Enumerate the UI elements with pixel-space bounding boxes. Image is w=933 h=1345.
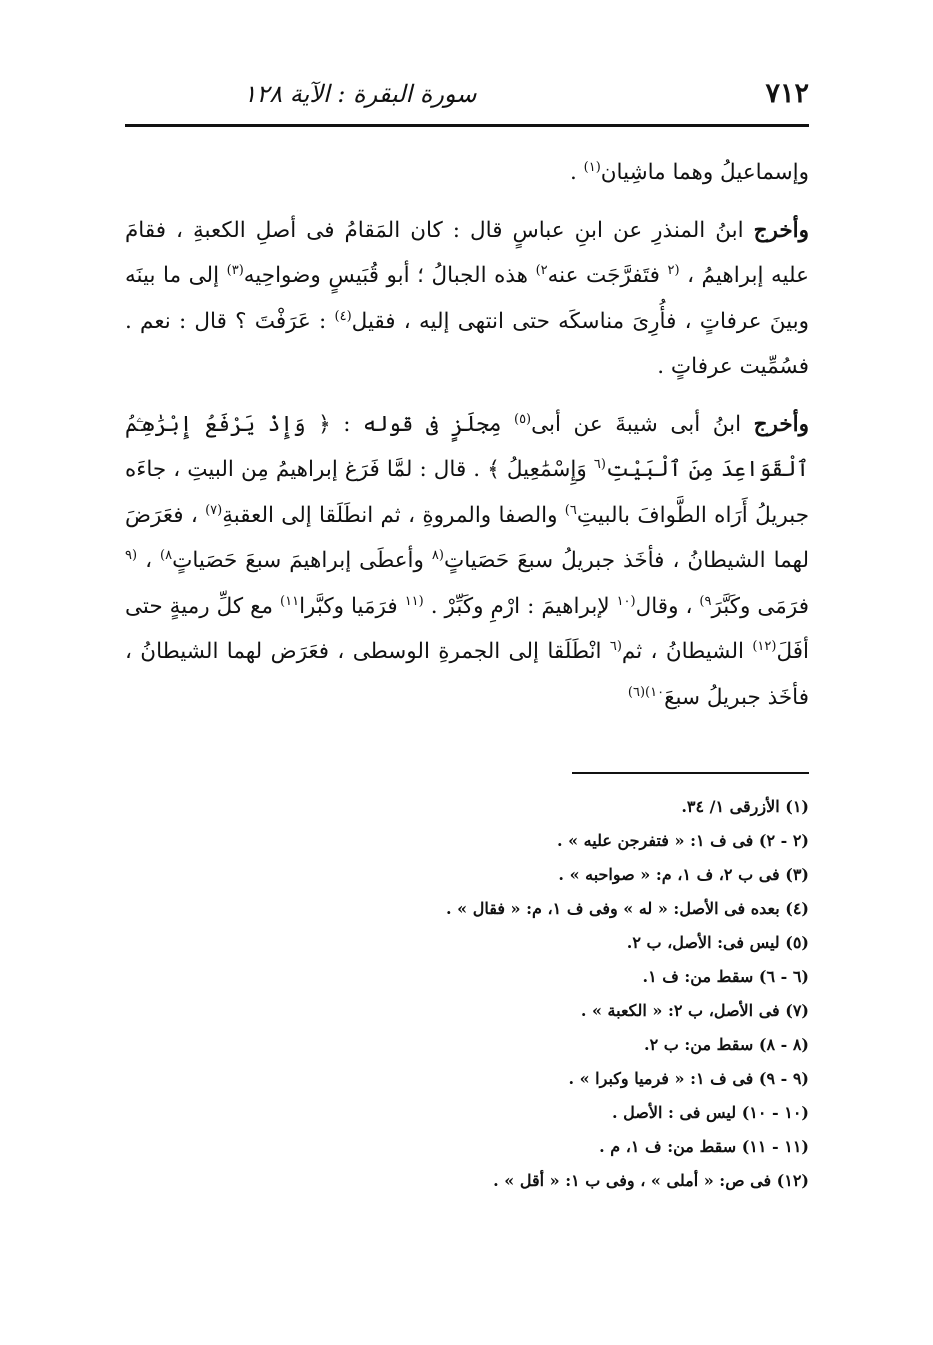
footnote: (١٠ - ١٠) ليس فى : الأصل .	[612, 1103, 809, 1122]
text-run: مع كلِّ رميةٍ حتى أفَلَ	[125, 593, 810, 664]
footnote-ref: (٧)	[205, 502, 223, 518]
footnote-ref: ١٠)(٦)	[627, 684, 665, 700]
page-header	[125, 78, 809, 118]
text-run: ، فعَرَضَ لهما الشيطانُ ، فأخَذ جبريلُ سبعَ حَصَياتٍ	[125, 502, 810, 573]
text-run: إلى ما بينَه وبينَ عرفاتٍ ، فأُرِىَ مناسكَه حتى انتهى إليه ، فقيل	[125, 263, 809, 334]
text-run: فتَفرَّجَت عنه	[547, 263, 668, 288]
page-number: ٧١٢	[765, 78, 809, 109]
footnote-ref: (١٠	[616, 593, 636, 609]
text-run: وإسماعيلُ وهما ماشِيان	[600, 160, 809, 185]
text-run: مِجلَزٍ فى قوله : ﴿ وَإِذْ يَرْفَعُ إِبْرَٰهِـۧمُ ٱلْقَوَاعِدَ مِنَ ٱلْبَيْتِ	[125, 411, 810, 482]
footnote-ref: (١)	[583, 159, 601, 175]
footnote-ref: ٨)	[160, 547, 173, 563]
text-run: هذه الجبالُ ؛ أبو قُبَيسٍ وضواحِيه	[243, 263, 536, 288]
footnote-ref: (٦	[593, 456, 606, 472]
text-run: لإبراهيمَ : ارْمِ وكَبِّرْ .	[423, 593, 617, 619]
footnote-ref: (٣)	[226, 262, 244, 278]
footnote: (٩ - ٩) فى ف ١: « فرميا وكبرا » .	[568, 1069, 809, 1088]
text-run: فرَمَى وكَبَّرَ	[711, 593, 809, 619]
text-run: ، وقال	[635, 593, 700, 619]
footnote-ref: (٨	[431, 547, 444, 563]
footnote-ref: (٤)	[334, 308, 352, 324]
footnote: (٤) بعده فى الأصل: « له » وفى ف ١، م: « فقال » .	[446, 899, 809, 918]
footnote-ref: (٢	[667, 262, 680, 278]
footnote-ref: ٦)	[564, 502, 577, 518]
text-run: انْطَلَقا إلى الجمرةِ الوسطى ، فعَرَض لهما الشيطانُ ، فأخَذ جبريلُ سبعَ	[125, 639, 809, 710]
footnote: (٧) فى الأصل، ب ٢: « الكعبة » .	[580, 1001, 809, 1020]
footnote-ref: (٩	[125, 547, 138, 563]
text-run: والصفا والمروةِ ، ثم انطَلَقا إلى العقبةِ	[222, 502, 565, 528]
paragraph-lead: وأخرج	[753, 217, 809, 243]
text-run: فرَمَيا وكبَّرا	[299, 593, 405, 619]
footnote: (١) الأزرقى ١/ ٣٤.	[681, 797, 809, 816]
text-run: ابنُ المنذرِ عن ابنِ عباسٍ قال : كان المَقامُ فى أصلِ الكعبةِ ، فقامَ عليه إبراهيمُ ،	[125, 217, 809, 288]
text-run: ،	[137, 548, 161, 573]
footnote-ref: ١١)	[280, 593, 300, 609]
text-run: : عَرَفْتَ ؟ قال : نعم . فسُمِّيت عرفاتٍ .	[125, 308, 809, 379]
text-run: الشيطانُ ، ثم	[621, 639, 753, 664]
footnote: (٥) ليس فى: الأصل، ب ٢.	[626, 933, 809, 952]
surah-title: سورة البقرة : الآية ١٢٨	[243, 80, 477, 108]
footnote-ref: ٢)	[535, 262, 548, 278]
footnote: (٣) فى ب ٢، ف ١، م: « صواحبه » .	[558, 865, 809, 884]
footnote-ref: (١١	[404, 593, 424, 609]
footnote-ref: (١٢)	[752, 638, 777, 654]
footnote: (١٢) فى ص: « أملى » ، وفى ب ١: « أقل » .	[493, 1171, 809, 1190]
paragraph-1	[125, 150, 809, 196]
footnotes	[125, 790, 809, 1198]
footnote-rule	[572, 772, 809, 774]
footnote: (٦ - ٦) سقط من: ف ١.	[642, 967, 809, 986]
footnote-ref: (٥)	[513, 411, 532, 427]
text-run: .	[569, 160, 584, 185]
footnote-ref: (٦	[609, 638, 622, 654]
footnote: (٢ - ٢) فى ف ١: « فتفرجن عليه » .	[556, 831, 809, 850]
text-run: وأعطَى إبراهيمَ سبعَ حَصَياتٍ	[172, 548, 432, 573]
footnote-ref: ٩)	[699, 593, 712, 609]
header-rule	[125, 124, 809, 127]
footnote: (١١ - ١١) سقط من: ف ١، م .	[599, 1137, 809, 1156]
footnote: (٨ - ٨) سقط من: ب ٢.	[644, 1035, 809, 1054]
paragraph-2	[125, 208, 809, 390]
paragraph-3	[125, 402, 809, 721]
text-run: ابنُ أبى شيبةَ عن أبى	[531, 411, 754, 437]
main-text	[125, 150, 809, 720]
text-run: وَإِسْمَٰعِيلُ ﴾ . قال : لمَّا فَرَغ إبراهيمُ مِن البيتِ ، جاءَه جبريلُ أَرَاه الطَّوافَ بالبيتِ	[125, 457, 809, 528]
paragraph-lead: وأخرج	[753, 411, 809, 437]
